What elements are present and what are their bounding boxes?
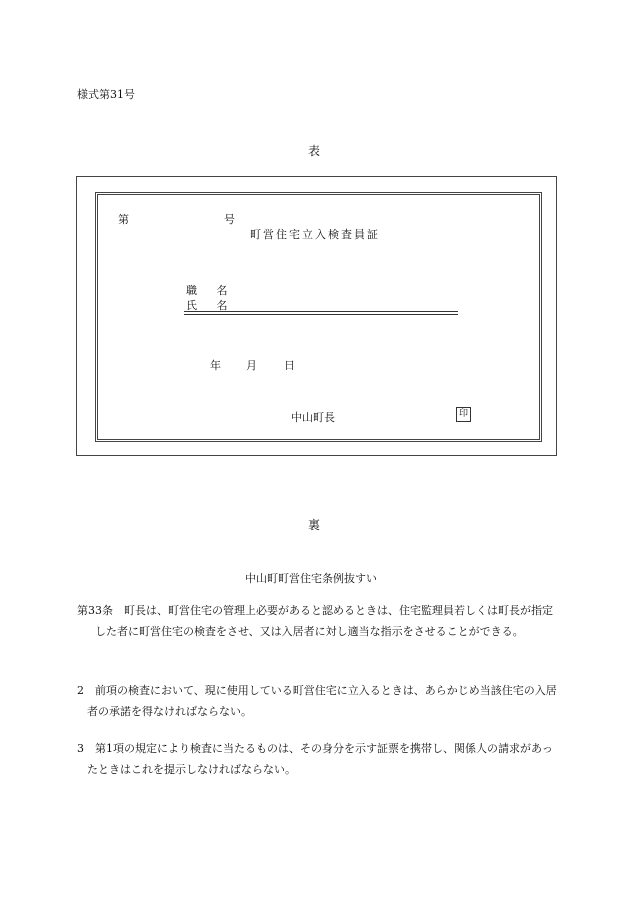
form-number: 様式第31号 xyxy=(77,88,135,101)
card-title: 町営住宅立入検査員証 xyxy=(250,228,380,241)
front-side-label: 表 xyxy=(308,144,321,158)
article-33-paragraph-2: 2 前項の検査において、現に使用している町営住宅に立入るときは、あらかじめ当該住宅の入居者の承諾を得なければならない。 xyxy=(77,684,557,718)
card-number-prefix: 第 xyxy=(118,213,129,226)
date-year-label: 年 xyxy=(210,359,221,372)
id-card-outer-frame xyxy=(76,176,557,456)
excerpt-title: 中山町町営住宅条例抜すい xyxy=(245,572,377,585)
name-label: 氏 名 xyxy=(186,299,236,312)
article-33-paragraph-3: 3 第1項の規定により検査に当たるものは、その身分を示す証票を携帯し、関係人の請求があったときはこれを提示しなければならない。 xyxy=(77,742,553,776)
date-month-label: 月 xyxy=(246,359,257,372)
seal-stamp: 印 xyxy=(456,407,471,422)
back-side-label: 裏 xyxy=(308,518,321,532)
position-label: 職 名 xyxy=(186,284,236,297)
article-33: 第33条 町長は、町営住宅の管理上必要があると認めるときは、住宅監理員若しくは町長が指定した者に町営住宅の検査をさせ、又は入居者に対し適当な指示をさせることができる。 xyxy=(77,604,553,638)
id-card xyxy=(95,192,542,442)
name-underline xyxy=(184,311,458,315)
date-day-label: 日 xyxy=(284,359,295,372)
issuer-name: 中山町長 xyxy=(291,411,335,424)
card-number-suffix: 号 xyxy=(224,213,235,226)
